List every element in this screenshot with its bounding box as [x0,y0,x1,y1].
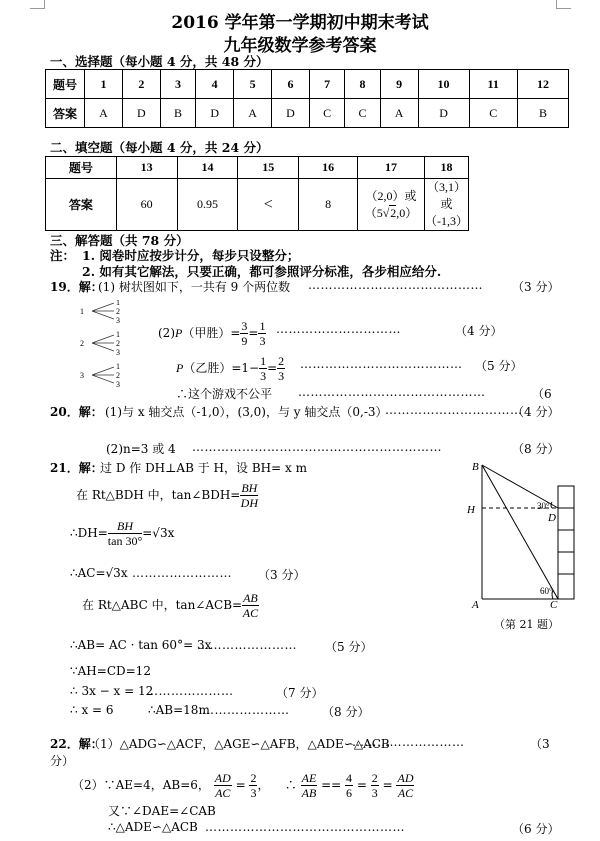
fill-answer-row [46,179,469,231]
q19-part1-score: （3 分） [512,280,560,294]
answer-cell-17 [358,179,425,231]
q22-line4: ∴△ADE∽△ACB [108,820,198,834]
answer18-line1: （3,1）或 [426,180,466,211]
therefore-symbol: ∴ [284,778,297,792]
numerator: 2 [278,354,285,368]
answer17-part: ,0） [396,205,418,220]
question-number: 5 [234,70,272,99]
q21-line6-score: （5 分） [325,640,373,654]
dotted-leader: …………………………………… [308,278,483,292]
tree-leaf: 3 [116,348,120,357]
question-number: 7 [309,70,344,99]
dotted-leader: ………………………………… [300,357,463,371]
q21-figure [460,458,600,638]
dotted-leader: ……………………… [352,735,465,749]
choice-answer-table [45,69,569,128]
separator: ， [257,778,270,792]
answer-cell: D [122,99,160,128]
question-number: 3 [160,70,195,99]
fraction [259,354,267,383]
text: 在 Rt△BDH 中，tan∠BDH= [76,488,241,502]
fill-blank-answer-table [45,156,469,231]
numerator: 2 [250,771,257,785]
label-h: H [467,504,475,516]
text: （2）∵AE=4，AB=6， [72,778,210,792]
label-b: B [472,461,479,473]
numerator: AB [243,591,258,605]
answer-cell: D [418,99,469,128]
numerator: 4 [346,771,353,785]
q20-label: 20．解： [50,405,103,419]
q22-label: 22．解： [50,737,103,751]
fraction [277,354,285,383]
answer-cell: A [380,99,418,128]
q21-line7: ∵AH=CD=12 [70,664,151,678]
q22-line4-score: （6 分） [512,822,560,836]
question-number: 18 [425,157,469,179]
fraction [214,771,232,800]
dotted-leader: ………………………………………… [205,820,405,834]
tree-leaf: 2 [116,339,120,348]
fraction [345,771,353,800]
numerator: BH [108,519,142,534]
q19-part2-score: （4 分） [455,324,503,338]
tree-leaf: 3 [116,316,120,325]
q19-part3 [176,353,285,383]
answer-cell: A [234,99,272,128]
segment-bc [482,465,558,599]
denominator: DH [240,496,259,510]
q22-part1: （1）△ADG∽△ACF，△AGE∽△AFB，△ADE∽△ACB [88,737,390,751]
probability-symbol: P [176,361,184,375]
answer-cell: B [517,99,568,128]
q22-part1-score-wrap: 分） [50,754,75,768]
section3-heading: 三、解答题（共 78 分） [50,233,189,248]
fill-question-row [46,157,469,179]
answer17-part: （5 [364,205,383,220]
row-label: 答案 [46,179,117,231]
q22-part2 [72,768,414,802]
question-number: 12 [517,70,568,99]
tree-leaf: 2 [116,307,120,316]
q22-line3: 又∵∠DAE=∠CAB [108,804,216,818]
q19-conclusion-score: （6 [532,387,552,401]
q21-line9a: ∴ x = 6 [70,703,114,717]
q20-part2-score: （8 分） [512,442,560,456]
fraction [242,591,259,620]
denominator: tan 30° [107,534,143,548]
question-number: 14 [177,157,238,179]
equals: = [382,778,393,792]
q19-part3-score: （5 分） [475,359,523,373]
row-label: 题号 [46,70,85,99]
q20-part2: (2)n=3 或 4 [106,442,176,456]
tree-diagram [78,300,128,392]
tree-root: 1 [80,307,84,316]
equals: = [267,361,278,375]
equals: == [321,778,342,792]
equals: = [356,778,367,792]
q21-line9b: ∴AB=18m [148,703,210,717]
question-number: 16 [299,157,358,179]
fraction [240,481,258,510]
q21-line5 [82,588,259,622]
denominator: 3 [259,334,266,348]
doc-title-line2: 九年级数学参考答案 [223,36,377,56]
tree-leaf: 1 [116,362,120,371]
numerator: AD [214,771,231,785]
question-number: 1 [85,70,123,99]
tree-leaf: 2 [116,371,120,380]
answer-cell: D [272,99,310,128]
answer-cell: A [85,99,123,128]
dotted-leader: …………………………………………………… [192,440,442,454]
answer-cell: 8 [299,179,358,231]
section2-heading: 二、填空题（每小题 4 分，共 24 分） [50,140,269,155]
question-number: 2 [122,70,160,99]
answer-cell: C [469,99,517,128]
figure-caption: （第 21 题） [494,618,559,631]
answer-cell-18 [425,179,469,231]
row-label: 答案 [46,99,85,128]
q21-line4-score: （3 分） [258,568,306,582]
tree-leaf: 1 [116,300,120,307]
denominator: 3 [278,369,285,383]
q21-line4: ∴AC=√3x [70,566,128,580]
text: 在 Rt△ABC 中，tan∠ACB= [82,598,243,612]
answer-cell: D [196,99,234,128]
event-yi: （乙胜）=1− [183,361,260,375]
answer-cell: B [160,99,195,128]
dotted-leader: ………………… [146,684,234,698]
denominator: 3 [260,369,267,383]
q21-line6: ∴AB= AC · tan 60°= 3x [70,638,212,652]
denominator: 3 [371,786,378,800]
tree-root: 2 [80,339,84,348]
dotted-leader: …………………… [197,638,297,652]
denominator: AB [301,786,317,800]
answer-cell: 60 [116,179,177,231]
text: ∴DH= [70,526,108,540]
label-d: D [548,512,556,524]
equals: = [235,778,246,792]
probability-symbol: P [175,326,183,340]
angle-label-30: 30° [537,501,550,511]
tree-leaf: 1 [116,330,120,339]
q21-line3 [70,516,174,550]
question-number: 9 [380,70,418,99]
q20-part1: (1)与 x 轴交点（-1,0），(3,0)，与 y 轴交点（0,-3） [105,405,388,419]
denominator: 9 [241,334,248,348]
equals: = [248,326,259,340]
question-number: 13 [116,157,177,179]
question-number: 11 [469,70,517,99]
question-number: 8 [345,70,380,99]
dotted-leader: …………………… [132,566,232,580]
question-number: 6 [272,70,310,99]
tree-branch [92,335,114,351]
q21-line8: ∴ 3x − x = 12 [70,684,154,698]
answer-cell: C [309,99,344,128]
fraction [108,519,142,548]
q19-label: 19．解： [50,280,103,294]
dotted-leader: …………………………… [385,403,523,417]
denominator: AC [215,786,231,800]
answer18-line2: （-1,3） [425,214,468,228]
label-c: C [550,599,558,611]
q19-part1: (1) 树状图如下，一共有 9 个两位数 [98,280,291,294]
q20-part1-score: （4 分） [512,405,560,419]
numerator: 3 [241,319,248,333]
text: =√3x [142,526,175,540]
answer-cell: C [345,99,380,128]
tree-branch [92,367,114,383]
q22-part1-score: （3 [530,737,550,751]
dotted-leader: ……………………………………… [298,385,486,399]
fraction [371,771,379,800]
angle-label-60: 60° [540,586,553,596]
row-label: 题号 [46,157,117,179]
choice-question-row [46,70,569,99]
q21-line8-score: （7 分） [276,686,324,700]
numerator: 1 [259,319,266,333]
note-label: 注： [50,248,76,263]
tree-branch [92,303,114,319]
dotted-leader: ………………………… [276,322,401,336]
numerator: BH [241,481,258,495]
tree-leaf: 3 [116,380,120,389]
answer17-line1: （2,0）或 [365,188,417,203]
question-number: 10 [418,70,469,99]
question-number: 17 [358,157,425,179]
denominator: 3 [250,786,257,800]
sqrt-radicand: 2 [390,205,397,220]
question-number: 15 [238,157,299,179]
section1-heading: 一、选择题（每小题 4 分，共 48 分） [50,54,269,69]
fraction [396,771,414,800]
note-2: 2. 如有其它解法，只要正确，都可参照评分标准，各步相应给分. [82,264,442,279]
q21-line2 [76,478,258,512]
q21-label: 21．解： [50,461,103,475]
answer17-line2: （5√2,0） [364,205,418,220]
choice-answer-row [46,99,569,128]
numerator: AD [397,771,414,785]
doc-title-line1: 2016 学年第一学期初中期末考试 [171,13,429,33]
q21-line1: 过 D 作 DH⊥AB 于 H，设 BH= x m [100,461,307,475]
label-a: A [472,599,479,611]
denominator: AC [242,606,259,620]
q21-line9-score: （8 分） [322,705,370,719]
answer-cell: < [238,179,299,231]
fraction [258,319,266,348]
q19-conclusion: ∴这个游戏不公平 [176,387,273,401]
numerator: 2 [371,771,378,785]
event-jia: （甲胜）= [182,326,241,340]
question-number: 4 [196,70,234,99]
tree-root: 3 [80,371,84,380]
q19-part2 [158,318,266,348]
numerator: 1 [260,354,267,368]
building [558,486,574,599]
dotted-leader: ………………… [202,703,290,717]
numerator: AE [301,771,317,785]
part-number: (2) [158,326,175,340]
denominator: AC [397,786,414,800]
note-1: 1. 阅卷时应按步计分，每步只设整分； [82,248,300,263]
denominator: 6 [346,786,353,800]
fraction [301,771,318,800]
answer-cell: 0.95 [177,179,238,231]
